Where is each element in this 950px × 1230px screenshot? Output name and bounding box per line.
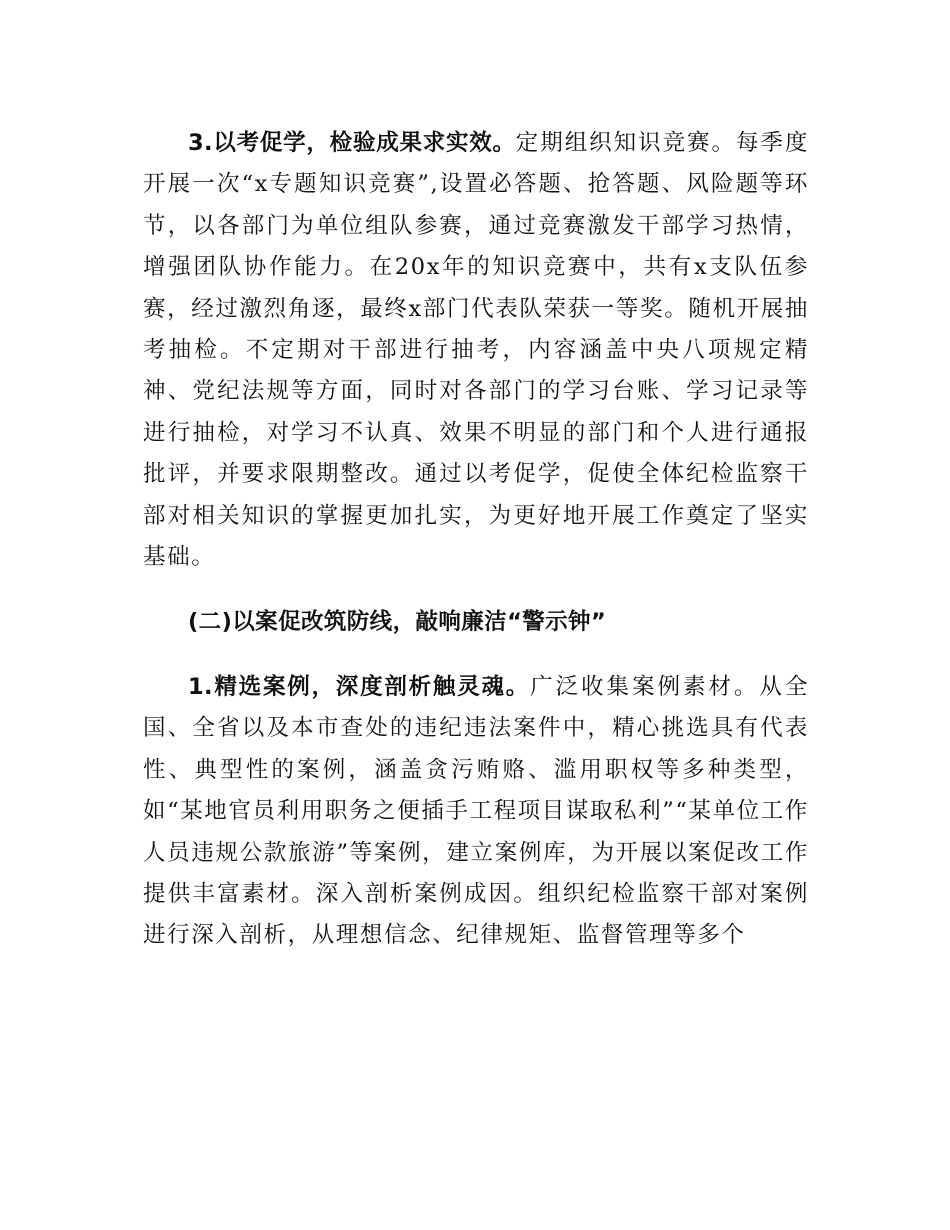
- section-heading: (二)以案促改筑防线，敲响廉洁“警示钟”: [188, 609, 607, 636]
- paragraph-select-cases: [143, 667, 809, 957]
- paragraph-exam-promotes-study: [143, 123, 809, 578]
- paragraph-body-text: 广泛收集案例素材。从全国、全省以及本市查处的违纪违法案件中，精心挑选具有代表性、典型性的案例，涵盖贪污贿赂、滥用职权等多种类型，如“某地官员利用职务之便插手工程项目谋取私利”“某单位工作人员违规公款旅游”等案例，建立案例库，为开展以案促改工作提供丰富素材。深入剖析案例成因。组织纪检监察干部对案例进行深入剖析，从理想信念、纪律规矩、监督管理等多个: [143, 673, 809, 949]
- paragraph-lead-heading: 3.以考促学，检验成果求实效。: [188, 130, 516, 156]
- document-page: [143, 123, 809, 957]
- paragraph-body-text: 定期组织知识竞赛。每季度开展一次“x专题知识竞赛”,设置必答题、抢答题、风险题等环节，以各部门为单位组队参赛，通过竞赛激发干部学习热情，增强团队协作能力。在20x年的知识竞赛中，共有x支队伍参赛，经过激烈角逐，最终x部门代表队荣获一等奖。随机开展抽考抽检。不定期对干部进行抽考，内容涵盖中央八项规定精神、党纪法规等方面，同时对各部门的学习台账、学习记录等进行抽检，对学习不认真、效果不明显的部门和个人进行通报批评，并要求限期整改。通过以考促学，促使全体纪检监察干部对相关知识的掌握更加扎实，为更好地开展工作奠定了坚实基础。: [143, 130, 809, 571]
- paragraph-lead-heading: 1.精选案例，深度剖析触灵魂。: [188, 673, 531, 700]
